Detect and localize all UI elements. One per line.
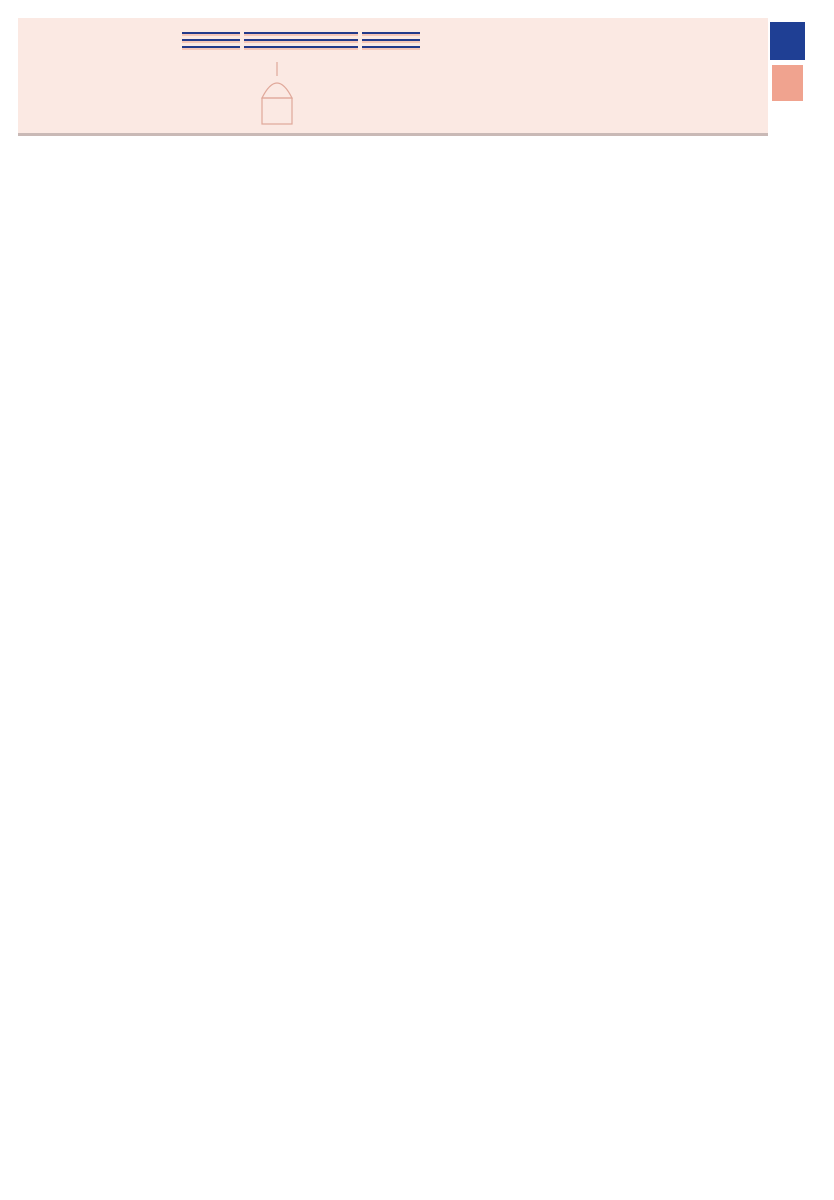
prayer-value: [300, 41, 358, 43]
prayer-cell: [244, 32, 302, 36]
prayer-value: [182, 48, 240, 50]
prayer-value: [244, 41, 302, 43]
history-box: [430, 30, 760, 110]
prayer-grid: [300, 32, 420, 50]
hawali-badge: [771, 64, 804, 102]
prayer-value: [362, 34, 420, 36]
prayer-grid: [182, 32, 302, 50]
prayer-cell: [362, 46, 420, 50]
shrine-icon: [258, 58, 296, 128]
prayer-cell: [362, 32, 420, 36]
prayer-value: [300, 48, 358, 50]
prayer-cell: [244, 46, 302, 50]
prayer-value: [182, 34, 240, 36]
prayer-value: [182, 41, 240, 43]
prayer-cell: [244, 39, 302, 43]
prayer-cell: [182, 32, 240, 36]
prayer-cell: [300, 46, 358, 50]
prayer-cell: [300, 32, 358, 36]
prayer-value: [244, 34, 302, 36]
prayer-cell: [362, 39, 420, 43]
prayer-cell: [182, 39, 240, 43]
prayer-value: [244, 48, 302, 50]
prayer-value: [300, 34, 358, 36]
prayer-cell: [300, 39, 358, 43]
prayer-value: [362, 41, 420, 43]
prayer-times-tehran-final-box: [182, 18, 302, 50]
site-url[interactable]: [806, 22, 816, 132]
newspaper-logo[interactable]: [770, 22, 805, 60]
prayer-value: [362, 48, 420, 50]
prayer-cell: [182, 46, 240, 50]
prayer-times-mashhad: [300, 18, 420, 50]
